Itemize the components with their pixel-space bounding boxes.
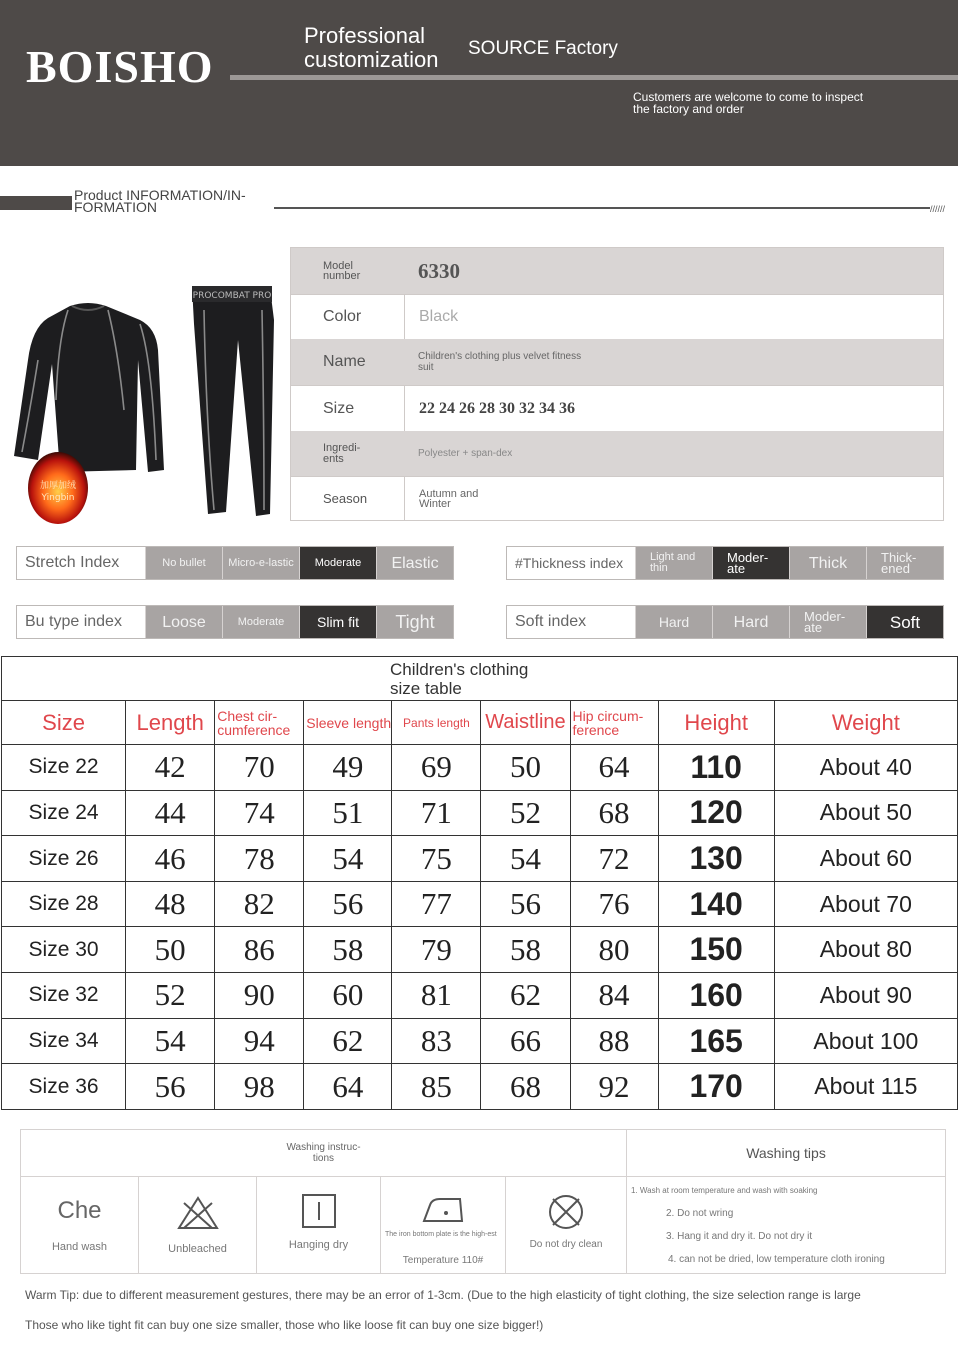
stretch-option: Elastic [376,547,453,579]
info-label: Color [323,308,362,325]
column-header: Chest cir-cumference [215,701,304,745]
stretch-option-selected: Moderate [299,547,376,579]
info-row-season [291,476,943,520]
table-cell: 98 [215,1064,304,1110]
table-cell: 90 [215,973,304,1019]
info-value: Children's clothing plus velvet fitness suit [418,351,582,373]
table-cell: 58 [304,927,392,973]
washing-instructions-title [21,1130,627,1177]
size-table [1,656,958,1110]
washing-tips-list [627,1177,945,1274]
table-cell: 160 [658,973,774,1019]
table-cell: 94 [215,1018,304,1064]
table-cell: 68 [481,1064,570,1110]
size-table-body [2,745,958,1110]
stretch-index [16,546,454,580]
header-banner [0,0,958,166]
table-cell: 52 [481,790,570,836]
caption-line-1: Children's clothing [390,659,529,679]
table-cell: 75 [392,836,481,882]
table-cell: Size 26 [2,836,126,882]
table-row [2,1064,958,1110]
table-cell: 54 [481,836,570,882]
thickness-option: Thick-ened [866,547,943,579]
table-cell: Size 24 [2,790,126,836]
tagline [304,24,474,72]
table-cell: 86 [215,927,304,973]
table-cell: 56 [126,1064,215,1110]
table-cell: 84 [570,973,658,1019]
table-cell: 110 [658,745,774,791]
table-cell: 78 [215,836,304,882]
table-cell: 76 [570,881,658,927]
table-cell: 50 [126,927,215,973]
table-cell: 80 [570,927,658,973]
table-row [2,1018,958,1064]
table-cell: 58 [481,927,570,973]
table-cell: About 60 [774,836,957,882]
wash-cell-unbleached [139,1177,257,1274]
hang-dry-icon [257,1193,380,1229]
table-cell: 74 [215,790,304,836]
product-info-table [290,247,944,521]
table-cell: 46 [126,836,215,882]
product-illustration [8,280,278,530]
column-header: Size [2,701,126,745]
table-row [2,973,958,1019]
bu-type-option: Tight [376,606,453,638]
table-cell: 52 [126,973,215,1019]
fleece-badge [28,452,88,524]
thickness-index [506,546,944,580]
table-cell: 42 [126,745,215,791]
table-cell: 51 [304,790,392,836]
tagline-line-2: customization [304,47,439,72]
caption-line-2: size table [390,678,462,698]
soft-option-selected: Soft [866,606,943,638]
thickness-option: Light and thin [635,547,712,579]
table-cell: 56 [481,881,570,927]
column-header: Height [658,701,774,745]
wash-tip: 1. Wash at room temperature and wash with soaking [631,1186,818,1195]
bu-type-index-label: Bu type index [17,606,145,638]
table-cell: 50 [481,745,570,791]
bu-type-option: Loose [145,606,222,638]
welcome-text: Customers are welcome to come to inspect the factory and order [633,90,864,116]
washing-tips-title: Washing tips [627,1130,945,1177]
table-cell: 44 [126,790,215,836]
table-cell: About 115 [774,1064,957,1110]
info-row-name [291,339,943,385]
wash-caption: Hand wash [51,1241,108,1253]
wash-tip: 2. Do not wring [666,1208,734,1219]
table-cell: Size 34 [2,1018,126,1064]
table-cell: 79 [392,927,481,973]
section-divider [274,207,930,209]
table-cell: 70 [215,745,304,791]
table-cell: 60 [304,973,392,1019]
stretch-option: No bullet [145,547,222,579]
washing-panel [20,1129,946,1274]
info-label: Size [323,399,355,417]
brand-logo: BOISHO [26,41,214,92]
wash-title-line-1: Washing instruc- [286,1142,361,1153]
table-cell: Size 22 [2,745,126,791]
info-value: Autumn and Winter [404,477,943,520]
table-cell: 85 [392,1064,481,1110]
info-value: 6330 [418,258,460,283]
wash-tip: 4. can not be dried, low temperature cloth ironing [668,1254,885,1265]
section-title [74,189,274,213]
table-cell: Size 36 [2,1064,126,1110]
soft-option: Moder-ate [789,606,866,638]
waistband-text: PROCOMBAT PRO [192,291,272,301]
table-cell: About 50 [774,790,957,836]
wash-caption: Unbleached [168,1243,227,1255]
size-table-header [2,701,958,745]
table-cell: 64 [304,1064,392,1110]
product-image [8,280,278,530]
table-row [2,745,958,791]
warm-tip-1: Warm Tip: due to different measurement gestures, there may be an error of 1-3cm. (Due to the high elasticity of tight clothing, the size selection range is large [25,1288,861,1302]
section-title-line-2: FORMATION [74,199,157,215]
table-cell: 72 [570,836,658,882]
table-row [2,881,958,927]
info-row-size [291,385,943,431]
section-dots: ////// [930,204,946,214]
table-cell: 62 [304,1018,392,1064]
badge-text-2: Yingbin [41,493,75,503]
wash-cell-hanging-dry [257,1177,381,1274]
no-dry-clean-icon [506,1193,626,1231]
wash-cell-no-dry-clean [506,1177,627,1274]
table-cell: 170 [658,1064,774,1110]
table-cell: Size 32 [2,973,126,1019]
table-row [2,790,958,836]
tagline-line-1: Professional [304,23,426,48]
stretch-index-label: Stretch Index [17,547,145,579]
soft-option: Hard [712,606,789,638]
wash-cell-iron [381,1177,506,1274]
iron-icon [381,1197,505,1223]
table-cell: Size 30 [2,927,126,973]
info-value: 22 24 26 28 30 32 34 36 [404,386,943,431]
wash-caption: Do not dry clean [529,1239,603,1250]
info-row-color [291,294,943,339]
size-table-caption [2,657,958,701]
table-cell: 69 [392,745,481,791]
info-label: Ingredi-ents [323,441,361,465]
table-cell: 68 [570,790,658,836]
soft-index [506,605,944,639]
stretch-option: Micro-e-lastic [222,547,299,579]
hand-wash-icon: Che [57,1197,102,1224]
wash-caption: Temperature 110# [402,1255,484,1266]
table-cell: 77 [392,881,481,927]
table-cell: Size 28 [2,881,126,927]
shirt-shape [14,303,164,472]
bu-type-option: Moderate [222,606,299,638]
table-cell: 120 [658,790,774,836]
info-row-model [291,248,943,294]
table-cell: 165 [658,1018,774,1064]
section-bar [0,196,72,210]
wash-caption: Hanging dry [288,1239,349,1251]
table-cell: About 70 [774,881,957,927]
info-label: Season [323,491,368,506]
section-title-line-1: Product INFORMATION/IN- [74,187,246,203]
warm-tip-2: Those who like tight fit can buy one size smaller, those who like loose fit can buy one size bigger!) [25,1318,544,1332]
table-cell: 64 [570,745,658,791]
info-label: Name [323,353,366,370]
column-header: Hip circum-ference [570,701,658,745]
table-cell: 83 [392,1018,481,1064]
soft-option: Hard [635,606,712,638]
wash-tip: 3. Hang it and dry it. Do not dry it [666,1231,813,1242]
column-header: Waistline [481,701,570,745]
bu-type-index [16,605,454,639]
info-value: Polyester + span-dex [418,448,513,459]
table-cell: 130 [658,836,774,882]
table-cell: About 80 [774,927,957,973]
table-cell: 49 [304,745,392,791]
table-cell: 66 [481,1018,570,1064]
table-cell: 62 [481,973,570,1019]
table-cell: 88 [570,1018,658,1064]
info-value: Black [404,295,943,339]
table-row [2,836,958,882]
bu-type-option-selected: Slim fit [299,606,376,638]
column-header: Sleeve length [304,701,392,745]
table-cell: 150 [658,927,774,973]
table-cell: 140 [658,881,774,927]
wash-title-line-2: tions [312,1153,335,1164]
info-row-ingredients [291,431,943,476]
table-cell: About 90 [774,973,957,1019]
thickness-index-label: #Thickness index [507,547,635,579]
thickness-option-selected: Moder-ate [712,547,789,579]
source-factory-label: SOURCE Factory [468,38,618,59]
table-cell: 82 [215,881,304,927]
header-divider [230,75,958,80]
table-cell: 54 [126,1018,215,1064]
table-cell: 81 [392,973,481,1019]
table-cell: 48 [126,881,215,927]
thickness-option: Thick [789,547,866,579]
no-bleach-icon [139,1195,256,1231]
table-cell: 92 [570,1064,658,1110]
table-cell: 54 [304,836,392,882]
table-row [2,927,958,973]
soft-index-label: Soft index [507,606,635,638]
table-cell: 71 [392,790,481,836]
wash-cell-hand-wash [21,1177,139,1274]
badge-text-1: 加厚加绒 [39,481,77,491]
column-header: Length [126,701,215,745]
table-cell: 56 [304,881,392,927]
table-cell: About 100 [774,1018,957,1064]
iron-note: The iron bottom plate is the high-est [385,1231,497,1238]
column-header: Weight [774,701,957,745]
pants-shape [192,286,274,516]
info-label: Model number [323,260,361,282]
column-header: Pants length [392,701,481,745]
table-cell: About 40 [774,745,957,791]
